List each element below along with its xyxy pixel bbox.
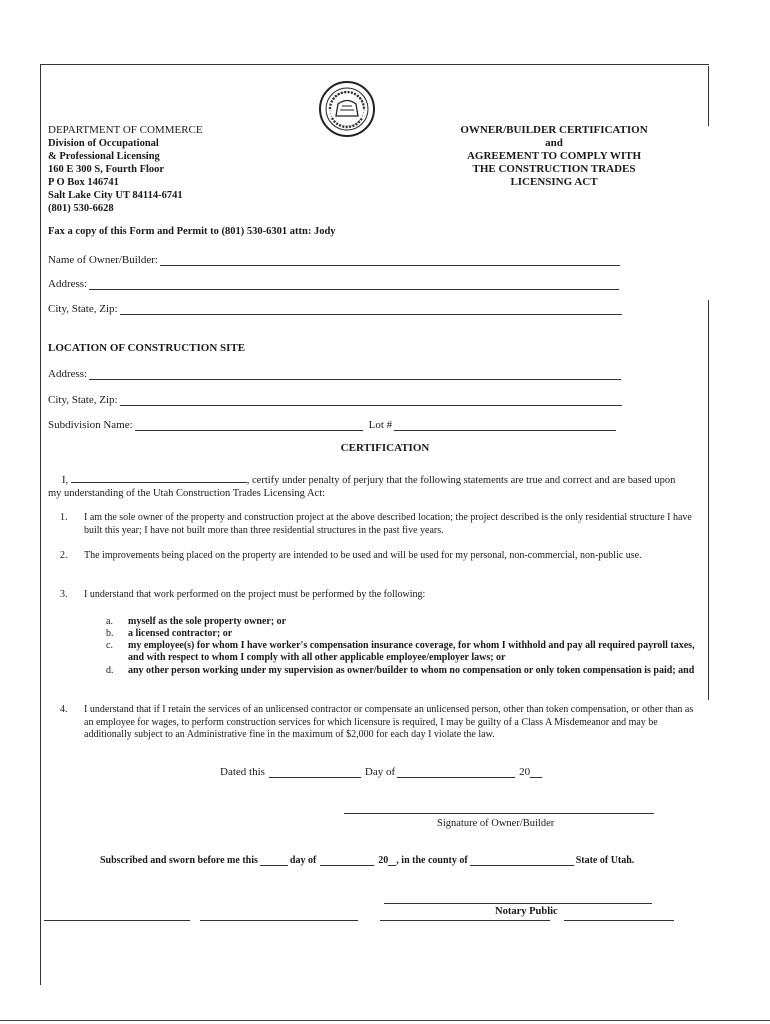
owner-city-row: [48, 303, 622, 315]
intro-line-2: my understanding of the Utah Construction Trades Licensing Act:: [48, 488, 326, 499]
right-edge-mark: [708, 66, 709, 126]
phone-number: (801) 530-6628: [48, 203, 114, 214]
street-address: 160 E 300 S, Fourth Floor: [48, 164, 165, 175]
statement-1: [60, 512, 700, 537]
substatement-text: a licensed contractor; or: [128, 628, 233, 639]
state-seal-icon: [318, 80, 376, 138]
department-address-block: [48, 124, 203, 215]
site-address-row: [48, 368, 621, 380]
site-city-row: [48, 394, 622, 406]
sworn-county-field[interactable]: [470, 855, 574, 866]
site-section-title: LOCATION OF CONSTRUCTION SITE: [48, 342, 246, 354]
form-title-line-1: OWNER/BUILDER CERTIFICATION: [460, 124, 648, 136]
statement-text: I understand that work performed on the project must be performed by the following:: [84, 589, 426, 600]
sworn-state-label: State of Utah.: [575, 855, 635, 866]
certification-title: CERTIFICATION: [340, 442, 430, 454]
site-address-field[interactable]: [89, 368, 621, 380]
statement-4: [60, 704, 700, 742]
owner-name-field[interactable]: [160, 254, 620, 266]
division-name-2: & Professional Licensing: [48, 151, 160, 162]
sworn-day-field[interactable]: [260, 855, 288, 866]
scan-artifact-line: [44, 920, 190, 921]
notary-signature-field[interactable]: [384, 903, 652, 904]
owner-name-label: Name of Owner/Builder:: [48, 254, 158, 266]
statement-text: I understand that if I retain the services of an unlicensed contractor or compensate an unlicensed person, other than token compensation, or other than as an employee for wages, to perform construction services for which licensure is required, I may be guilty of a Class A Misdemeanor and may be additionally subject to an Administrative fine in the maximum of $2,000 for each day I violate the law.: [84, 704, 694, 740]
dated-prefix: Dated this: [220, 766, 265, 778]
lot-label: Lot #: [368, 419, 393, 431]
sworn-statement-row: [100, 855, 634, 866]
owner-address-row: [48, 278, 619, 290]
form-title-block: [446, 124, 662, 189]
dated-day-field[interactable]: [269, 767, 361, 778]
form-title-line-2: and: [545, 137, 563, 149]
site-address-label: Address:: [48, 368, 88, 380]
substatement-a: [106, 616, 706, 628]
substatement-letter: b.: [106, 628, 114, 639]
department-name: DEPARTMENT OF COMMERCE: [48, 124, 203, 136]
statement-text: The improvements being placed on the property are intended to be used and will be used for my personal, non-commercial, non-public use.: [84, 550, 642, 561]
certifier-name-field[interactable]: [71, 472, 247, 483]
dated-month-field[interactable]: [397, 767, 515, 778]
substatement-c: [106, 640, 706, 664]
certification-intro: [48, 472, 700, 500]
sworn-year-label: 20: [378, 855, 389, 866]
substatement-text: any other person working under my supervision as owner/builder to whom no compensation or only token compensation is paid; and: [128, 665, 695, 676]
form-title-line-5: LICENSING ACT: [510, 176, 598, 188]
owner-city-label: City, State, Zip:: [48, 303, 118, 315]
site-city-label: City, State, Zip:: [48, 394, 118, 406]
bottom-rule: [0, 1020, 770, 1021]
sworn-prefix: Subscribed and sworn before me this: [100, 855, 258, 866]
subdivision-label: Subdivision Name:: [48, 419, 133, 431]
scan-artifact-line: [564, 920, 674, 921]
substatement-text: my employee(s) for whom I have worker's compensation insurance coverage, for whom I withhold and pay all required payroll taxes, and with respect to whom I comply with all other applicable employee/employer laws; or: [128, 640, 695, 663]
subdivision-row: [48, 419, 616, 431]
division-name: Division of Occupational: [48, 138, 159, 149]
scan-artifact-line: [200, 920, 358, 921]
substatement-letter: c.: [106, 640, 113, 651]
owner-signature-field[interactable]: [344, 813, 654, 814]
right-edge-mark: [708, 300, 709, 700]
sworn-county-label: , in the county of: [396, 855, 468, 866]
owner-name-row: [48, 254, 620, 266]
lot-field[interactable]: [394, 419, 616, 431]
subdivision-field[interactable]: [135, 419, 363, 431]
form-title-line-4: THE CONSTRUCTION TRADES: [472, 163, 636, 175]
form-title-line-3: AGREEMENT TO COMPLY WITH: [466, 150, 642, 162]
sworn-year-field[interactable]: [388, 855, 396, 866]
substatement-letter: a.: [106, 616, 113, 627]
statement-number: 3.: [60, 589, 68, 600]
substatement-letter: d.: [106, 665, 114, 676]
owner-address-label: Address:: [48, 278, 88, 290]
substatement-d: [106, 665, 706, 677]
signature-label: Signature of Owner/Builder: [437, 818, 555, 829]
po-box: P O Box 146741: [48, 177, 119, 188]
substatement-b: [106, 628, 706, 640]
intro-prefix: I,: [62, 475, 69, 486]
owner-address-field[interactable]: [89, 278, 619, 290]
statement-number: 4.: [60, 704, 68, 715]
dated-year-field[interactable]: [530, 767, 542, 778]
owner-city-field[interactable]: [120, 303, 622, 315]
intro-suffix: , certify under penalty of perjury that the following statements are true and correct and are based upon: [246, 475, 676, 486]
statement-text: I am the sole owner of the property and construction project at the above described location; the project described is the only residential structure I have built this year; I have not built more than three residential structures in the past five years.: [84, 512, 692, 536]
sworn-month-field[interactable]: [320, 855, 374, 866]
statement-2: [60, 550, 700, 563]
notary-label: Notary Public: [495, 906, 558, 917]
dated-mid: Day of: [364, 766, 396, 778]
dated-row: [220, 766, 542, 778]
sworn-day-label: day of: [289, 855, 317, 866]
statement-number: 1.: [60, 512, 68, 523]
site-city-field[interactable]: [120, 394, 622, 406]
dated-year-prefix: 20: [519, 766, 531, 778]
statement-3: [60, 589, 700, 602]
statement-number: 2.: [60, 550, 68, 561]
city-address: Salt Lake City UT 84114-6741: [48, 190, 183, 201]
fax-instruction: Fax a copy of this Form and Permit to (801) 530-6301 attn: Jody: [48, 226, 336, 237]
substatement-text: myself as the sole property owner; or: [128, 616, 287, 627]
scan-artifact-line: [380, 920, 550, 921]
